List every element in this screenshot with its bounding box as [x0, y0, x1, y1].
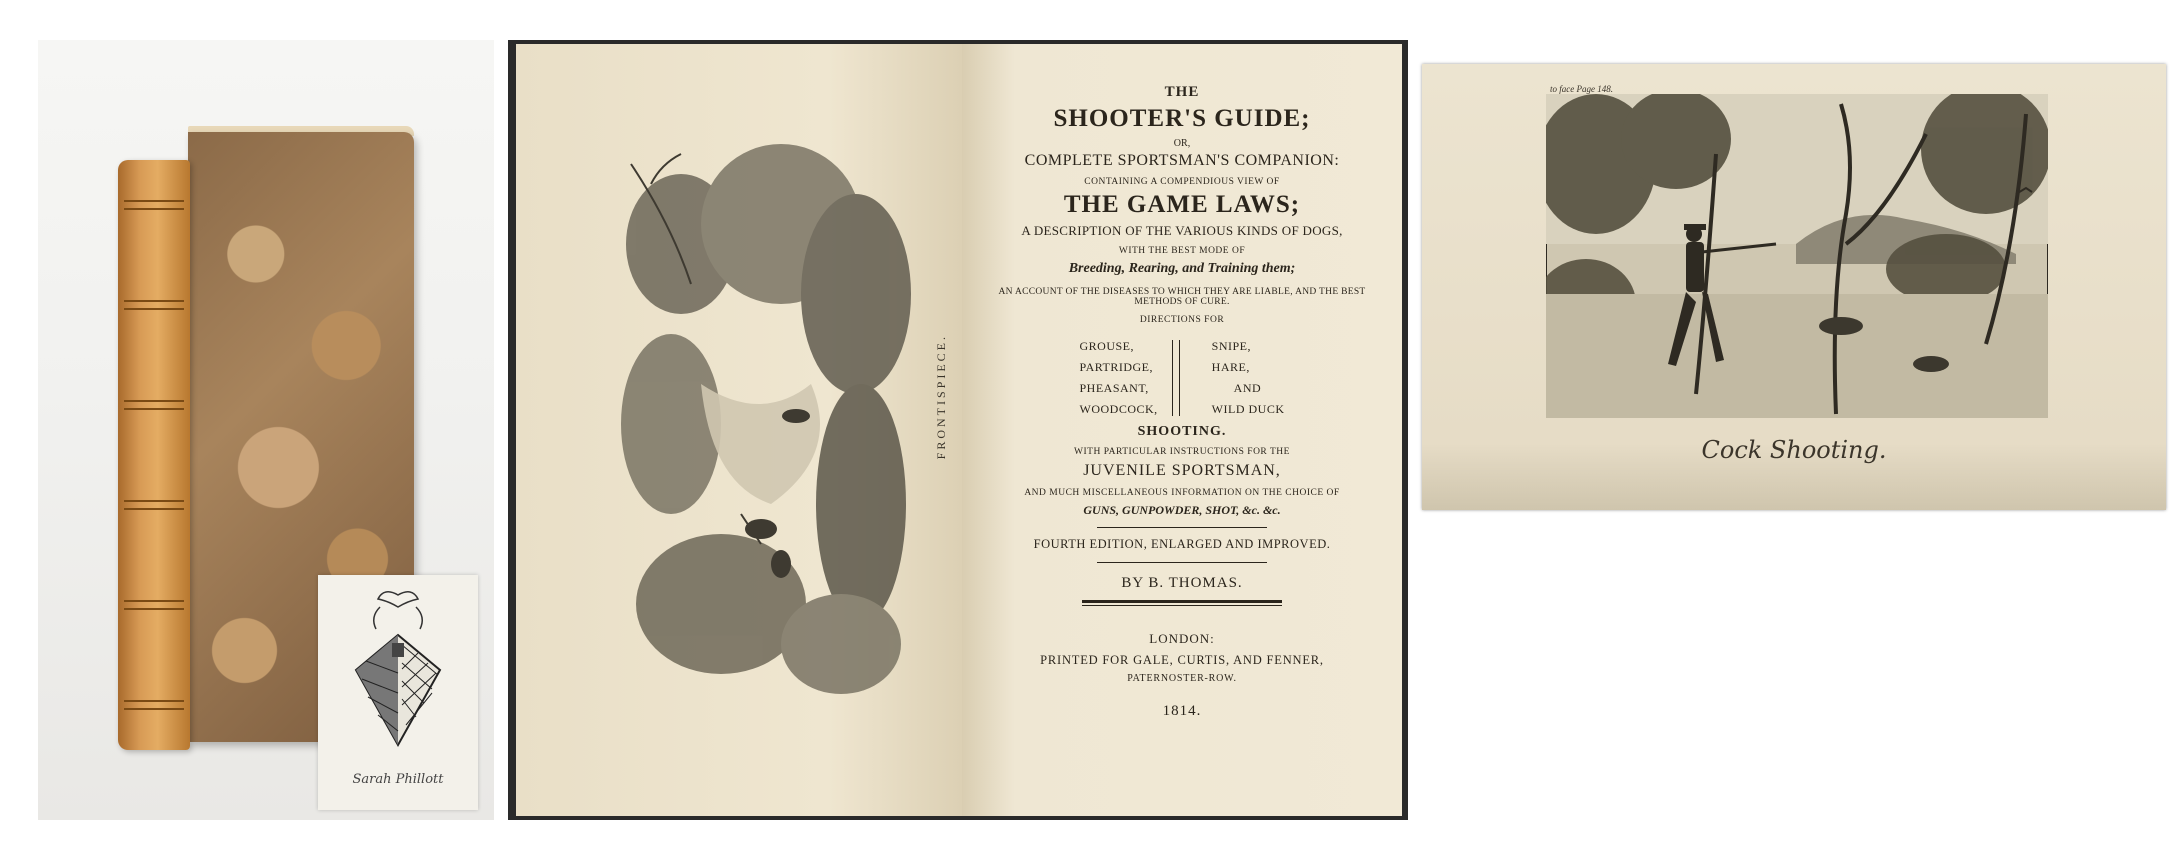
thick-rule — [1082, 600, 1282, 606]
open-book-panel — [508, 40, 1408, 820]
directions-line: DIRECTIONS FOR — [1139, 315, 1225, 326]
leather-spine — [118, 160, 190, 750]
spine-band — [124, 400, 184, 410]
description-line: A DESCRIPTION OF THE VARIOUS KINDS OF DOGS, — [1021, 222, 1343, 238]
breeding-line: Breeding, Rearing, and Training them; — [1068, 261, 1296, 277]
imprint-address: PATERNOSTER-ROW. — [1127, 673, 1237, 685]
double-rule-divider — [1172, 340, 1180, 416]
best-mode-line: WITH THE BEST MODE OF — [1118, 245, 1246, 256]
title-the: THE — [1164, 84, 1200, 100]
diseases-line: AN ACCOUNT OF THE DISEASES TO WHICH THEY ARE LIABLE, AND THE BEST METHODS OF CURE. — [998, 286, 1366, 308]
game-item: WILD DUCK — [1211, 402, 1285, 417]
spine-band — [124, 500, 184, 510]
spine-band — [124, 300, 184, 310]
rule — [1097, 562, 1267, 563]
edition-line: FOURTH EDITION, ENLARGED AND IMPROVED. — [1033, 537, 1331, 552]
book-photo-panel — [38, 40, 494, 820]
imprint-printer: PRINTED FOR GALE, CURTIS, AND FENNER, — [1040, 652, 1324, 667]
juvenile-line: JUVENILE SPORTSMAN, — [1083, 462, 1281, 480]
instructions-line: WITH PARTICULAR INSTRUCTIONS FOR THE — [1074, 447, 1290, 458]
book-title: SHOOTER'S GUIDE; — [1053, 105, 1311, 133]
containing-line: CONTAINING A COMPENDIOUS VIEW OF — [1084, 176, 1280, 187]
game-list-right — [1194, 336, 1285, 420]
spine-band — [124, 700, 184, 710]
book-subtitle: COMPLETE SPORTSMAN'S COMPANION: — [1024, 151, 1340, 169]
game-list-left — [1080, 336, 1158, 420]
armorial-bookplate — [318, 575, 478, 810]
frontispiece-engraving — [611, 124, 911, 704]
game-item: SNIPE, — [1211, 339, 1252, 354]
bookplate-signature: Sarah Phillott — [352, 772, 444, 787]
plate-caption: Cock Shooting. — [1701, 436, 1887, 464]
plate-page-note: to face Page 148. — [1550, 84, 1613, 94]
coat-of-arms-icon — [318, 575, 478, 775]
plate-panel — [1422, 64, 2166, 510]
spine-band — [124, 200, 184, 210]
imprint-year: 1814. — [1162, 702, 1202, 719]
shooting-line: SHOOTING. — [1137, 424, 1227, 440]
game-item: PHEASANT, — [1079, 381, 1149, 396]
game-laws-heading: THE GAME LAWS; — [1063, 190, 1301, 218]
miscellaneous-line: AND MUCH MISCELLANEOUS INFORMATION ON THE CHOICE OF — [1024, 487, 1340, 498]
author-line: BY B. THOMAS. — [1121, 574, 1243, 591]
guns-line: GUNS, GUNPOWDER, SHOT, &c. &c. — [1083, 502, 1281, 517]
frontispiece-page — [516, 44, 962, 816]
cock-shooting-engraving — [1546, 94, 2048, 418]
frontispiece-label: FRONTISPIECE. — [934, 334, 948, 460]
spine-band — [124, 600, 184, 610]
game-item: WOODCOCK, — [1079, 402, 1158, 417]
imprint-city: LONDON: — [1149, 631, 1215, 647]
game-list — [962, 336, 1402, 420]
title-or: OR, — [1173, 138, 1191, 149]
rule — [1097, 527, 1267, 528]
game-item: PARTRIDGE, — [1079, 360, 1154, 375]
game-item: HARE, — [1211, 360, 1250, 375]
game-item: AND — [1233, 381, 1262, 396]
game-item: GROUSE, — [1079, 339, 1135, 354]
title-page — [962, 44, 1402, 816]
